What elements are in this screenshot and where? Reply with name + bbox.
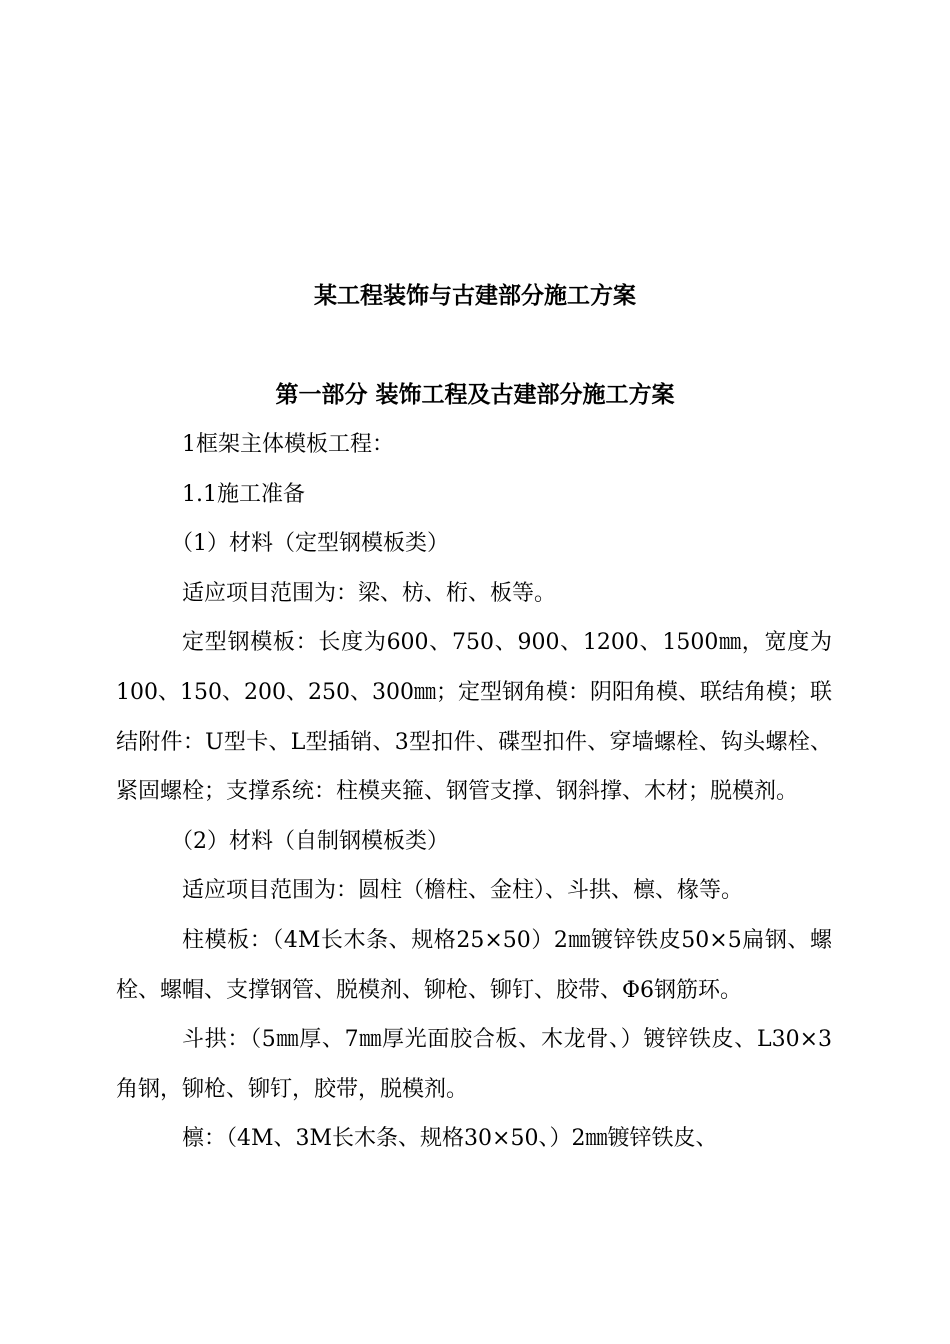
paragraph-purlin: 檩：（4M、3M长木条、规格30×50、）2㎜镀锌铁皮、 [182,1126,718,1152]
part-heading: 第一部分 装饰工程及古建部分施工方案 [275,381,675,408]
subsection-heading-preparation: 1.1施工准备 [182,481,305,507]
paragraph-scope-custom: 适应项目范围为：圆柱（檐柱、金柱）、斗拱、檩、椽等。 [182,878,744,904]
paragraph-column-formwork: 柱模板：（4M长木条、规格25×50）2㎜镀锌铁皮50×5扁钢、螺栓、螺帽、支撑钢管、脱模剂、铆枪、铆钉、胶带、Φ6钢筋环。 [116,927,832,1003]
paragraph-scope-steel: 适应项目范围为：梁、枋、桁、板等。 [182,580,557,606]
document-body [116,420,832,1164]
document-title: 某工程装饰与古建部分施工方案 [314,282,636,309]
paragraph-steel-formwork: 定型钢模板：长度为600、750、900、1200、1500㎜，宽度为100、150、200、250、300㎜；定型钢角模：阴阳角模、联结角模；联结附件：U型卡、L型插销、3型扣件、碟型扣件、穿墙螺栓、钩头螺栓、紧固螺栓；支撑系统：柱模夹箍、钢管支撑、钢斜撑、木材；脱模剂。 [116,630,832,805]
materials-heading-steel: （1）材料（定型钢模板类） [171,531,449,557]
section-heading-formwork: 1框架主体模板工程： [182,432,394,457]
materials-heading-custom: （2）材料（自制钢模板类） [171,828,449,854]
paragraph-bracket-set: 斗拱：（5㎜厚、7㎜厚光面胶合板、木龙骨、）镀锌铁皮、L30×3角钢，铆枪、铆钉，胶带，脱模剂。 [116,1027,832,1102]
